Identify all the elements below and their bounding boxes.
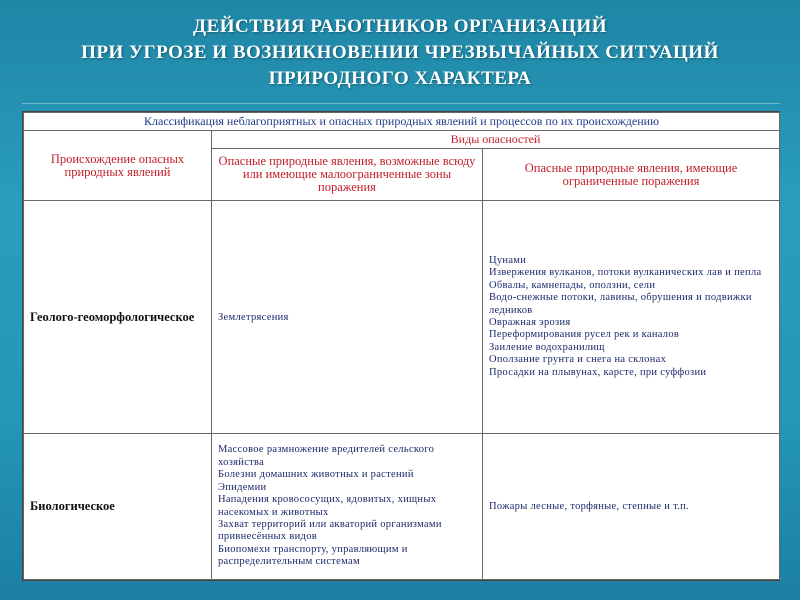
classification-table <box>22 111 780 581</box>
origin-geological: Геолого-геоморфологическое <box>24 201 212 434</box>
unlimited-header: Опасные природные явления, возможные всюду или имеющие малоограниченные зоны поражения <box>212 149 483 201</box>
list-item: Землетрясения <box>218 311 289 323</box>
list-item: Переформирования русел рек и каналов <box>489 329 680 341</box>
list-item: Захват территорий или акваторий организмами привнесённых видов <box>218 518 442 543</box>
list-item: Заиление водохранилищ <box>489 341 605 353</box>
list-item: Биопомехи транспорту, управляющим и распределительным системам <box>218 543 408 568</box>
origin-biological: Биологическое <box>24 434 212 580</box>
unlimited-geological <box>212 201 483 434</box>
list-item: Оползание грунта и снега на склонах <box>489 354 667 366</box>
list-item: Овражная эрозия <box>489 317 571 328</box>
list-item: Болезни домашних животных и растений <box>218 469 414 481</box>
list-item: Цунами <box>489 254 527 266</box>
title-line-1: ДЕЙСТВИЯ РАБОТНИКОВ ОРГАНИЗАЦИЙ <box>193 16 607 37</box>
title-line-3: ПРИРОДНОГО ХАРАКТЕРА <box>268 68 532 89</box>
title-line-2: ПРИ УГРОЗЕ И ВОЗНИКНОВЕНИИ ЧРЕЗВЫЧАЙНЫХ СИТУАЦИЙ <box>81 42 719 63</box>
limited-geological <box>483 201 780 434</box>
table-caption: Классификация неблагоприятных и опасных природных явлений и процессов по их происхождению <box>24 113 780 131</box>
limited-header: Опасные природные явления, имеющие ограниченные поражения <box>483 149 780 201</box>
list-item: Массовое размножение вредителей сельского хозяйства <box>218 444 435 468</box>
list-item: Просадки на плывунах, карсте, при суффозии <box>489 366 707 378</box>
origin-header: Происхождение опасных природных явлений <box>24 131 212 201</box>
slide-title <box>0 14 800 92</box>
list-item: Обвалы, камнепады, оползни, сели <box>489 279 656 291</box>
list-item: Извержения вулканов, потоки вулканических лав и пепла <box>489 267 762 279</box>
list-item: Водо-снежные потоки, лавины, обрушения и подвижки ледников <box>489 292 752 316</box>
list-item: Эпидемии <box>218 481 267 493</box>
limited-biological <box>483 434 780 580</box>
unlimited-biological <box>212 434 483 580</box>
list-item: Пожары лесные, торфяные, степные и т.п. <box>489 501 689 512</box>
list-item: Нападения кровососущих, ядовитых, хищных насекомых и животных <box>218 494 437 518</box>
title-divider <box>22 103 780 104</box>
types-header: Виды опасностей <box>212 131 780 149</box>
